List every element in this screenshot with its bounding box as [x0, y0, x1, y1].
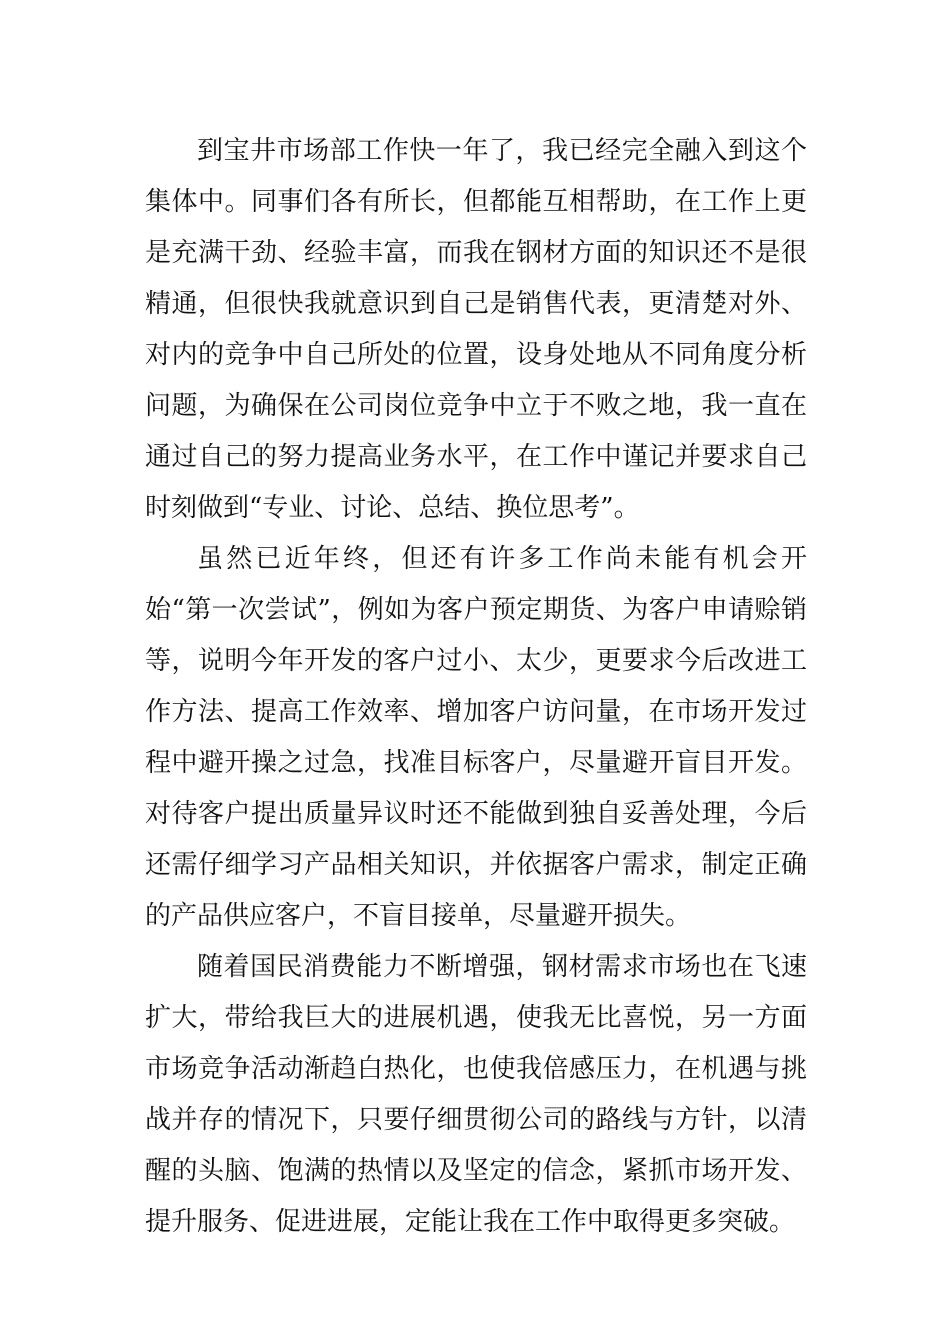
- paragraph-3: 随着国民消费能力不断增强，钢材需求市场也在飞速扩大，带给我巨大的进展机遇，使我无比喜悦，另一方面市场竞争活动渐趋白热化，也使我倍感压力，在机遇与挑战并存的情况下，只要仔细贯彻公司的路线与方针，以清醒的头脑、饱满的热情以及坚定的信念，紧抓市场开发、提升服务、促进进展，定能让我在工作中取得更多突破。: [145, 952, 807, 1237]
- paragraph-2: 虽然已近年终，但还有许多工作尚未能有机会开始“第一次尝试”，例如为客户预定期货、为客户申请赊销等，说明今年开发的客户过小、太少，更要求今后改进工作方法、提高工作效率、增加客户访问量，在市场开发过程中避开操之过急，找准目标客户，尽量避开盲目开发。对待客户提出质量异议时还不能做到独自妥善处理，今后还需仔细学习产品相关知识，并依据客户需求，制定正确的产品供应客户，不盲目接单，尽量避开损失。: [145, 544, 807, 931]
- paragraph-1: 到宝井市场部工作快一年了，我已经完全融入到这个集体中。同事们各有所长，但都能互相帮助，在工作上更是充满干劲、经验丰富，而我在钢材方面的知识还不是很精通，但很快我就意识到自己是销售代表，更清楚对外、对内的竞争中自己所处的位置，设身处地从不同角度分析问题，为确保在公司岗位竞争中立于不败之地，我一直在通过自己的努力提高业务水平，在工作中谨记并要求自己时刻做到“专业、讨论、总结、换位思考”。: [145, 136, 807, 523]
- document-body: [145, 126, 807, 1248]
